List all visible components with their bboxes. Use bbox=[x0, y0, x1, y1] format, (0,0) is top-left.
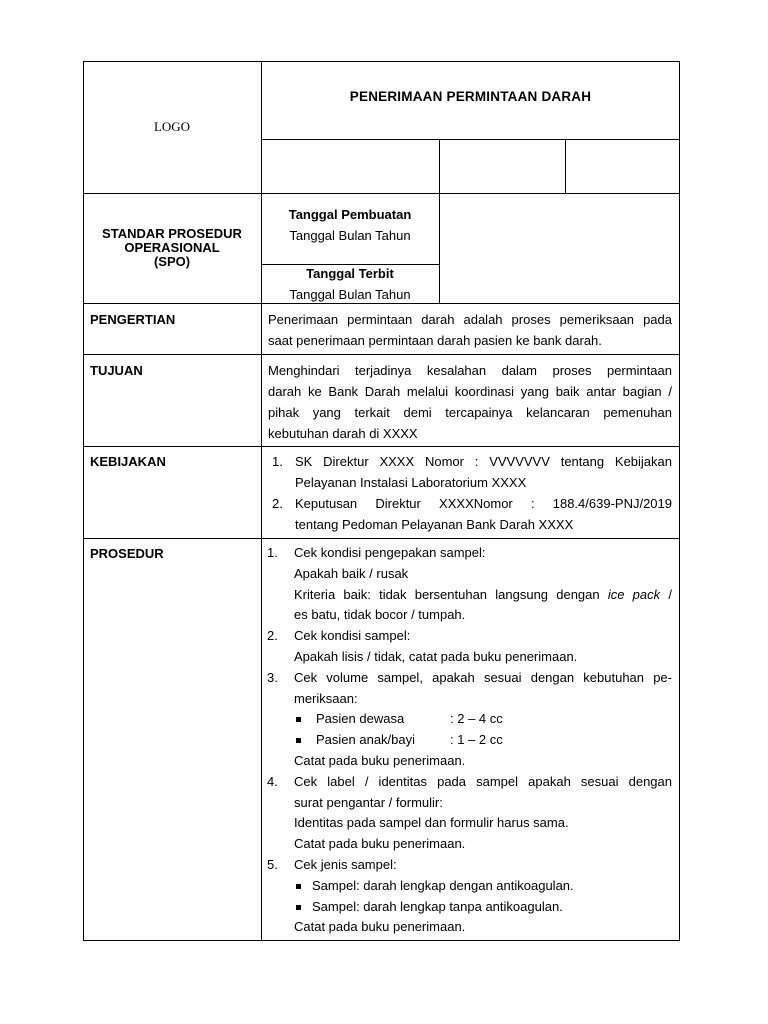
text-line: darah ke Bank Darah melalui koordinasi yang baik antar bagian / bbox=[268, 384, 672, 399]
text-line: Catat pada buku penerimaan. bbox=[294, 752, 466, 768]
bullet-icon bbox=[296, 884, 301, 889]
bullet-key: Pasien anak/bayi bbox=[316, 732, 416, 748]
text-line: meriksaan: bbox=[294, 690, 358, 706]
spo-label-line: STANDAR PROSEDUR bbox=[102, 226, 242, 241]
text-line: kebutuhan darah di XXXX bbox=[268, 426, 418, 441]
item-number: 1. bbox=[267, 545, 278, 560]
tujuan-label: TUJUAN bbox=[90, 363, 143, 378]
pengertian-label: PENGERTIAN bbox=[90, 312, 176, 327]
tanggal-pembuatan-label: Tanggal Pembuatan bbox=[288, 207, 412, 222]
date-divider bbox=[261, 264, 440, 265]
text-line: surat pengantar / formulir: bbox=[294, 794, 443, 810]
text-line: Catat pada buku penerimaan. bbox=[294, 919, 466, 935]
item-number: 4. bbox=[267, 773, 278, 789]
italic-term: ice pack bbox=[607, 586, 661, 602]
row-divider-pengertian bbox=[83, 303, 680, 304]
bullet-icon bbox=[296, 738, 301, 743]
tanggal-terbit-value: Tanggal Bulan Tahun bbox=[289, 287, 411, 302]
bullet-text: Sampel: darah lengkap dengan antikoagulan. bbox=[312, 877, 574, 893]
text-line: saat penerimaan permintaan darah pasien ke bank darah. bbox=[268, 333, 602, 348]
text-span: / bbox=[660, 586, 672, 602]
prosedur-label: PROSEDUR bbox=[90, 546, 164, 561]
tujuan-text bbox=[268, 360, 672, 444]
bullet-icon bbox=[296, 905, 301, 910]
list-item bbox=[272, 493, 672, 535]
header-cell-divider-2 bbox=[565, 139, 566, 193]
row-divider-kebijakan bbox=[83, 446, 680, 447]
text-span: Kriteria baik: tidak bersentuhan langsung dengan bbox=[294, 586, 608, 602]
text-line: Pelayanan Instalasi Laboratorium XXXX bbox=[295, 475, 527, 490]
text-line: Apakah baik / rusak bbox=[294, 565, 409, 581]
list-item bbox=[272, 451, 672, 493]
list-item bbox=[267, 626, 672, 668]
kebijakan-label: KEBIJAKAN bbox=[90, 454, 166, 469]
bullet-item bbox=[294, 897, 672, 918]
text-line: SK Direktur XXXX Nomor : VVVVVVV tentang Kebijakan bbox=[295, 454, 672, 469]
item-number: 1. bbox=[272, 454, 283, 469]
bullet-item bbox=[294, 709, 672, 730]
list-item bbox=[267, 855, 672, 938]
bullet-item bbox=[294, 730, 672, 751]
item-number: 2. bbox=[267, 628, 278, 644]
document-title: PENERIMAAN PERMINTAAN DARAH bbox=[349, 89, 592, 104]
text-line: Cek volume sampel, apakah sesuai dengan kebutuhan pe- bbox=[294, 669, 672, 685]
bullet-icon bbox=[296, 717, 301, 722]
spo-document bbox=[83, 61, 680, 941]
item-number: 5. bbox=[267, 856, 278, 872]
bullet-text: Sampel: darah lengkap tanpa antikoagulan. bbox=[312, 898, 563, 914]
border-top bbox=[83, 61, 680, 62]
spo-label bbox=[83, 227, 261, 269]
kebijakan-list bbox=[272, 451, 672, 535]
item-number: 3. bbox=[267, 669, 278, 685]
text-line bbox=[294, 585, 672, 606]
bullet-item bbox=[294, 876, 672, 897]
bullet-value: : 1 – 2 cc bbox=[450, 732, 503, 748]
row-divider-prosedur bbox=[83, 538, 680, 539]
border-bottom bbox=[83, 940, 680, 941]
bullet-value: : 2 – 4 cc bbox=[450, 711, 503, 727]
text-line: tentang Pedoman Pelayanan Bank Darah XXXX bbox=[295, 517, 574, 532]
tanggal-terbit-label: Tanggal Terbit bbox=[306, 266, 394, 281]
bullet-key: Pasien dewasa bbox=[316, 711, 405, 727]
list-item bbox=[267, 668, 672, 772]
text-line: Cek jenis sampel: bbox=[294, 856, 397, 872]
title-divider bbox=[261, 139, 680, 140]
header-bottom bbox=[83, 193, 680, 194]
spo-label-line: (SPO) bbox=[153, 254, 191, 269]
text-line: Cek kondisi pengepakan sampel: bbox=[294, 545, 486, 560]
text-line: pihak yang terkait demi tercapainya kelancaran pemenuhan bbox=[268, 405, 672, 420]
spo-label-line: OPERASIONAL bbox=[124, 240, 220, 255]
text-line: es batu, tidak bocor / tumpah. bbox=[294, 607, 466, 623]
text-line: Menghindari terjadinya kesalahan dalam proses permintaan bbox=[268, 363, 672, 378]
list-item bbox=[267, 772, 672, 855]
prosedur-list bbox=[267, 543, 672, 938]
text-line: Cek kondisi sampel: bbox=[294, 628, 411, 644]
text-line: Keputusan Direktur XXXXNomor : 188.4/639-PNJ/2019 bbox=[295, 496, 672, 511]
row-divider-tujuan bbox=[83, 354, 680, 355]
tanggal-pembuatan-value: Tanggal Bulan Tahun bbox=[289, 228, 411, 243]
logo: LOGO bbox=[153, 119, 191, 134]
text-line: Penerimaan permintaan darah adalah proses pemeriksaan pada bbox=[268, 312, 672, 327]
pengertian-text bbox=[268, 309, 672, 351]
text-line: Apakah lisis / tidak, catat pada buku penerimaan. bbox=[294, 648, 578, 664]
text-line: Identitas pada sampel dan formulir harus sama. bbox=[294, 815, 569, 831]
list-item bbox=[267, 543, 672, 626]
text-line: Cek label / identitas pada sampel apakah sesuai dengan bbox=[294, 773, 672, 789]
header-cell-divider-1 bbox=[439, 139, 440, 303]
text-line: Catat pada buku penerimaan. bbox=[294, 836, 466, 852]
item-number: 2. bbox=[272, 496, 283, 511]
